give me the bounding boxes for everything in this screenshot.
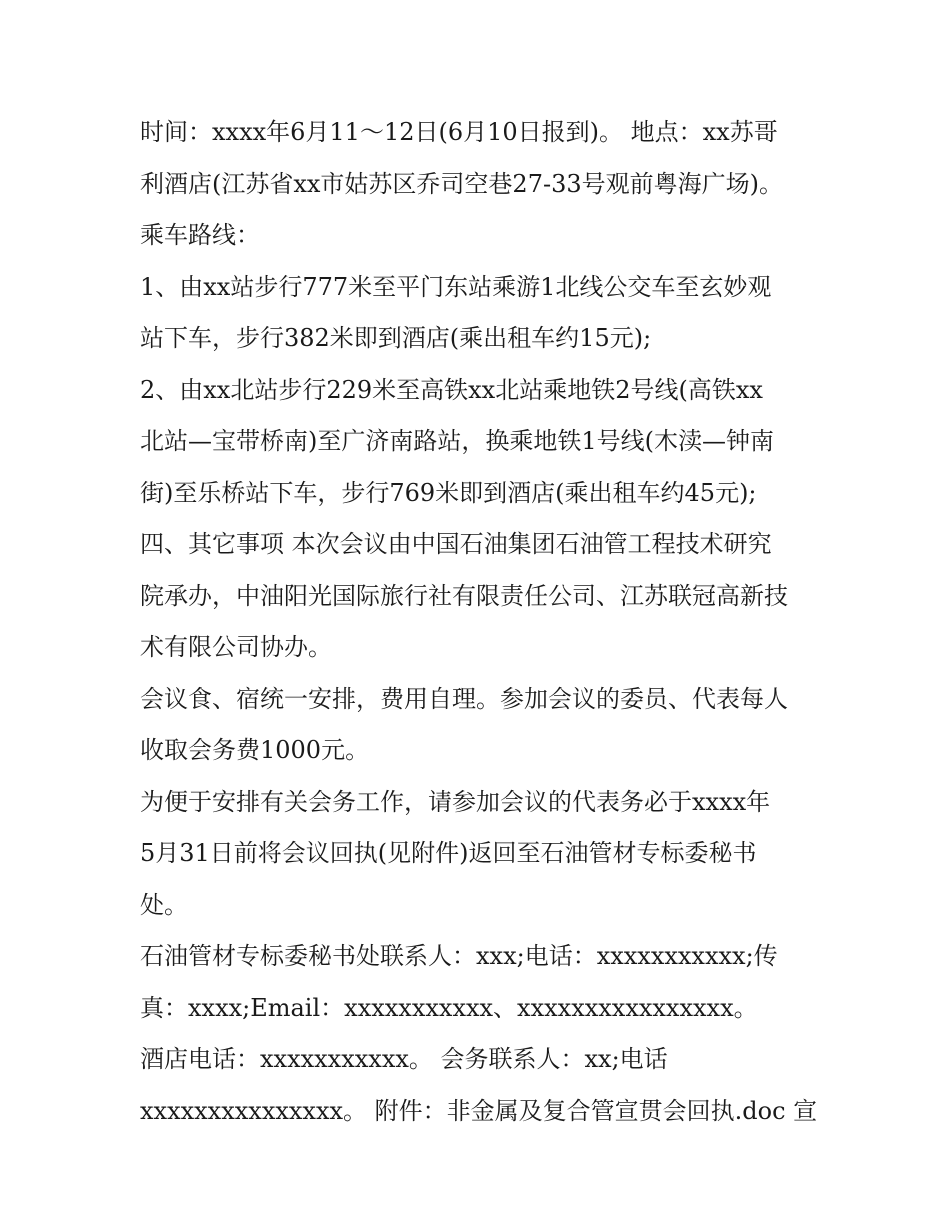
text-line-15: 5月31日前将会议回执(见附件)返回至石油管材专标委秘书 bbox=[140, 839, 757, 867]
text-line-1: 时间：xxxx年6月11～12日(6月10日报到)。 地点：xx苏哥 bbox=[140, 118, 778, 146]
text-line-13: 收取会务费1000元。 bbox=[140, 736, 370, 764]
text-line-14: 为便于安排有关会务工作，请参加会议的代表务必于xxxx年 bbox=[140, 787, 771, 816]
text-line-17: 石油管材专标委秘书处联系人：xxx;电话：xxxxxxxxxxx;传 bbox=[140, 942, 778, 970]
text-line-16: 处。 bbox=[140, 890, 188, 919]
text-line-20: xxxxxxxxxxxxxxx。 附件：非金属及复合管宣贯会回执.doc 宣 bbox=[140, 1096, 818, 1125]
text-line-4: 1、由xx站步行777米至平门东站乘游1北线公交车至玄妙观 bbox=[140, 272, 772, 301]
text-line-6: 2、由xx北站步行229米至高铁xx北站乘地铁2号线(高铁xx bbox=[140, 375, 763, 404]
text-line-8: 街)至乐桥站下车，步行769米即到酒店(乘出租车约45元); bbox=[140, 478, 757, 507]
text-line-2: 利酒店(江苏省xx市姑苏区乔司空巷27-33号观前粤海广场)。 bbox=[140, 169, 783, 198]
text-line-5: 站下车，步行382米即到酒店(乘出租车约15元); bbox=[140, 324, 652, 352]
text-line-12: 会议食、宿统一安排，费用自理。参加会议的委员、代表每人 bbox=[140, 684, 788, 713]
text-line-3: 乘车路线： bbox=[140, 221, 260, 249]
document-body bbox=[140, 107, 830, 1137]
text-line-10: 院承办，中油阳光国际旅行社有限责任公司、江苏联冠高新技 bbox=[140, 581, 788, 610]
text-line-19: 酒店电话：xxxxxxxxxxx。 会务联系人：xx;电话 bbox=[140, 1045, 668, 1073]
text-line-7: 北站—宝带桥南)至广济南路站，换乘地铁1号线(木渎—钟南 bbox=[140, 427, 774, 455]
text-line-11: 术有限公司协办。 bbox=[140, 633, 332, 661]
text-line-18: 真：xxxx;Email：xxxxxxxxxxx、xxxxxxxxxxxxxxxx。 bbox=[140, 993, 758, 1022]
text-line-9: 四、其它事项 本次会议由中国石油集团石油管工程技术研究 bbox=[140, 530, 772, 558]
